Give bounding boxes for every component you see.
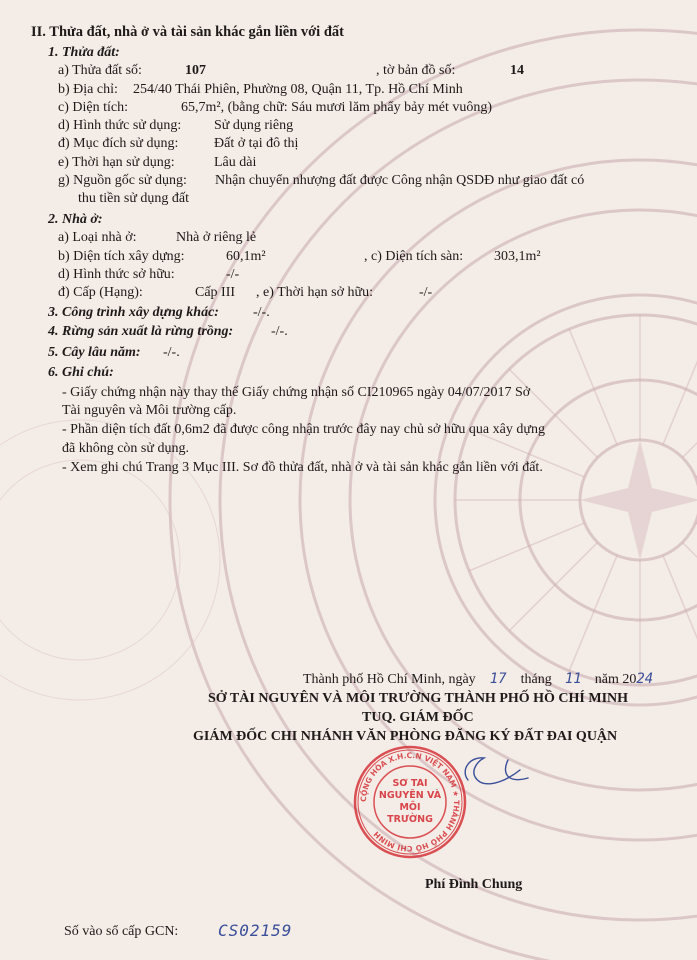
section-title: II. Thửa đất, nhà ở và tài sản khác gắn liền với đất xyxy=(31,24,344,40)
area-value: 65,7m², (bằng chữ: Sáu mươi lăm phẩy bảy mét vuông) xyxy=(181,100,493,115)
build-area-label: b) Diện tích xây dựng: xyxy=(58,249,185,264)
forest-value: -/-. xyxy=(271,324,288,339)
trees-heading: 5. Cây lâu năm: xyxy=(48,345,141,360)
ownership-label: d) Hình thức sở hữu: xyxy=(58,267,175,282)
note-line-3: - Phần diện tích đất 0,6m2 đã được công nhận trước đây nay chủ sở hữu qua xây dựng xyxy=(62,422,545,437)
gcn-register-value: CS02159 xyxy=(218,921,293,940)
ownership-value: -/- xyxy=(226,267,240,282)
address-label: b) Địa chỉ: xyxy=(58,82,118,97)
ownership-term-value: -/- xyxy=(419,285,433,300)
note-line-5: - Xem ghi chú Trang 3 Mục III. Sơ đồ thửa đất, nhà ở và tài sản khác gắn liền với đất. xyxy=(62,460,543,475)
note-line-4: đã không còn sử dụng. xyxy=(62,441,189,456)
build-area-value: 60,1m² xyxy=(226,249,266,264)
land-heading: 1. Thửa đất: xyxy=(48,45,120,60)
signer-name: Phí Đình Chung xyxy=(425,877,523,892)
grade-value: Cấp III xyxy=(195,285,236,300)
origin-value-line-2: thu tiền sử dụng đất xyxy=(78,191,190,206)
trees-value: -/-. xyxy=(163,345,180,360)
place-date-line xyxy=(303,671,653,688)
house-type-value: Nhà ở riêng lẻ xyxy=(176,230,257,245)
map-label: , tờ bản đồ số: xyxy=(376,63,456,78)
use-form-value: Sử dụng riêng xyxy=(214,118,294,133)
seal-center-text: SỞ TÀI NGUYÊN VÀ MÔI TRƯỜNG xyxy=(378,778,442,825)
gcn-register-label: Số vào sổ cấp GCN: xyxy=(64,924,179,939)
map-value: 14 xyxy=(510,63,524,78)
use-term-label: e) Thời hạn sử dụng: xyxy=(58,155,175,170)
use-form-label: d) Hình thức sử dụng: xyxy=(58,118,182,133)
on-behalf: TUQ. GIÁM ĐỐC xyxy=(362,710,474,725)
construction-value: -/-. xyxy=(253,305,270,320)
authority-name: SỞ TÀI NGUYÊN VÀ MÔI TRƯỜNG THÀNH PHỐ HỒ CHÍ MINH xyxy=(208,691,629,706)
origin-value-line-1: Nhận chuyển nhượng đất được Công nhận QSDĐ như giao đất có xyxy=(215,173,585,188)
use-purpose-value: Đất ở tại đô thị xyxy=(214,136,299,151)
house-heading: 2. Nhà ở: xyxy=(48,212,103,227)
note-line-2: Tài nguyên và Môi trường cấp. xyxy=(62,403,237,418)
note-line-1: - Giấy chứng nhận này thay thế Giấy chứng nhận số CI210965 ngày 04/07/2017 Sở xyxy=(62,385,531,400)
floor-area-label: , c) Diện tích sàn: xyxy=(364,249,464,264)
construction-heading: 3. Công trình xây dựng khác: xyxy=(48,305,219,320)
grade-label: đ) Cấp (Hạng): xyxy=(58,285,143,300)
ownership-term-label: , e) Thời hạn sở hữu: xyxy=(256,285,374,300)
place-date-prefix: Thành phố Hồ Chí Minh, ngày xyxy=(303,672,476,687)
use-term-value: Lâu dài xyxy=(214,155,257,170)
origin-label: g) Nguồn gốc sử dụng: xyxy=(58,173,187,188)
parcel-label: a) Thửa đất số: xyxy=(58,63,142,78)
use-purpose-label: đ) Mục đích sử dụng: xyxy=(58,136,179,151)
parcel-value: 107 xyxy=(185,63,206,78)
issue-year-suffix: 24 xyxy=(636,671,654,687)
forest-heading: 4. Rừng sản xuất là rừng trồng: xyxy=(48,324,234,339)
floor-area-value: 303,1m² xyxy=(494,249,541,264)
house-type-label: a) Loại nhà ở: xyxy=(58,230,137,245)
area-label: c) Diện tích: xyxy=(58,100,128,115)
notes-heading: 6. Ghi chú: xyxy=(48,365,114,380)
issue-day: 17 xyxy=(489,671,507,687)
seal-ring-text: CỘNG HÒA X.H.C.N VIỆT NAM ★ THÀNH PHỐ HỒ CHÍ MINH xyxy=(358,750,462,854)
year-prefix: năm 20 xyxy=(594,672,637,687)
signer-position: GIÁM ĐỐC CHI NHÁNH VĂN PHÒNG ĐĂNG KÝ ĐẤT ĐAI QUẬN xyxy=(193,729,618,744)
issue-month: 11 xyxy=(564,671,582,687)
handwritten-signature xyxy=(450,748,540,798)
month-label: tháng xyxy=(520,672,552,687)
address-value: 254/40 Thái Phiên, Phường 08, Quận 11, Tp. Hồ Chí Minh xyxy=(133,82,463,97)
